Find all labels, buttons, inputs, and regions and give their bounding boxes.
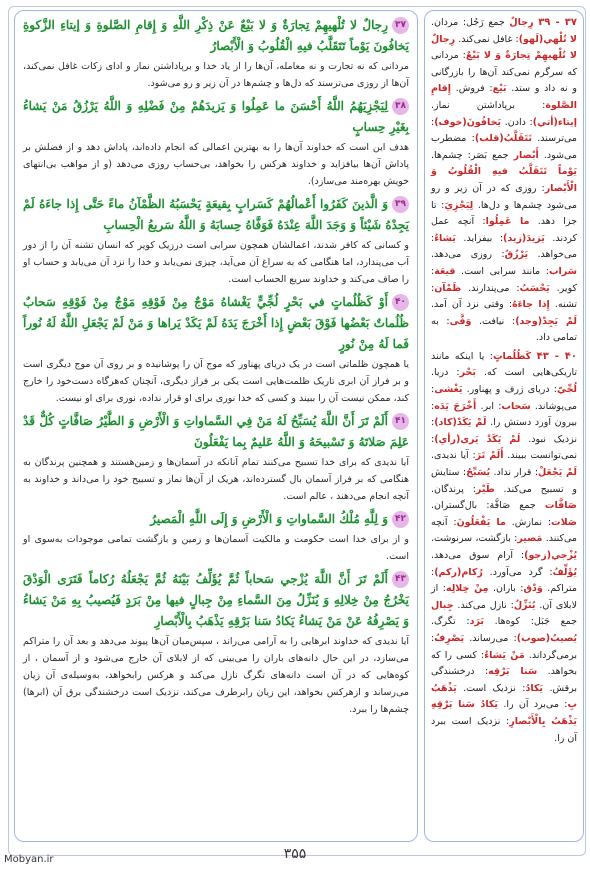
verse-arabic <box>23 509 409 530</box>
verses-column <box>14 10 418 842</box>
glossary-meaning: : وقتی نزد آن آمد. <box>431 299 513 311</box>
verse-block <box>23 292 409 407</box>
glossary-meaning: : متراکم. <box>431 566 577 595</box>
verse-arabic-text: رِجالٌ لا تُلْهيهِمْ تِجارَةٌ وَ لا بَيْعٌ عَنْ ذِكْرِ اللَّهِ وَ إِقامِ الصَّلوةِ وَ إيتاءِ الزَّكوةِ يَخافُونَ يَوْماً تَتَقَلَّبُ فيهِ الْقُلُوبُ وَ الْأَبْصارُ <box>23 18 409 53</box>
glossary-meaning: : نزدیک است ببرد آن را. <box>431 715 577 744</box>
glossary-word: سَحاب <box>501 400 531 412</box>
glossary-word: وَفَّى <box>449 315 472 327</box>
glossary-meaning: : دریا. <box>431 367 460 379</box>
glossary-heading: ۳۷ - ۳۹ <box>538 17 577 28</box>
verse-block <box>23 411 409 505</box>
glossary-meaning: : از لابلای آن. <box>431 583 577 611</box>
verse-arabic <box>23 411 409 453</box>
glossary-word: مَنْ يَشاءُ <box>484 649 525 661</box>
glossary-meaning: : فروش. <box>451 83 493 95</box>
glossary-meaning: جمع جَبَل: کوه‌ها. <box>483 616 577 628</box>
glossary-meaning: : دادن. <box>501 116 533 128</box>
glossary-meaning: جمع بَصَر: چشم‌ها. <box>431 149 514 161</box>
glossary-word: لَمْ يَجِدْ(وجد) <box>515 315 577 327</box>
glossary-word: لَمْ يَكَدْ يَرى(رأي) <box>434 433 521 445</box>
glossary-heading: ۴۰ - ۴۳ <box>536 350 577 362</box>
verse-arabic-text: أَلَمْ تَرَ أَنَّ اللَّهَ يُسَبِّحُ لَهُ مَنْ فِي السَّماواتِ وَ الْأَرْضِ وَ الطَّيْرُ صَافَّاتٍ كُلٌّ قَدْ عَلِمَ صَلاتَهُ وَ تَسْبيحَهُ وَ اللَّهُ عَليمٌ بِما يَفْعَلُونَ <box>23 414 409 449</box>
glossary-word: أَخْرَجَ يَدَه <box>434 400 477 412</box>
glossary-word: يَشاءُ <box>434 232 456 244</box>
glossary-meaning: : آنچه عمل کردند. <box>431 216 577 244</box>
glossary-meaning: جمع رَجُل: مردان. <box>431 17 510 28</box>
verse-arabic-text: وَ الَّذينَ كَفَرُوا أَعْمالُهُمْ كَسَرابٍ بِقيعَةٍ يَحْسَبُهُ الظَّمْآنُ ماءً حَتَّى إِذا جاءَهُ لَمْ يَجِدْهُ شَيْئاً وَ وَجَدَ اللَّهَ عِنْدَهُ فَوَفَّاهُ حِسابَهُ وَ اللَّهُ سَريعُ الْحِسابِ <box>23 197 409 232</box>
glossary-meaning: : به تمامی داد. <box>431 315 577 344</box>
glossary-block-1 <box>431 15 577 347</box>
glossary-word: يُسَبِّحُ <box>466 467 491 479</box>
glossary-word: تَتَقَلَّبُ(قلب) <box>474 133 532 145</box>
glossary-meaning: : آیا ندیدی. <box>431 450 476 462</box>
glossary-word: رِجالٌ <box>509 17 534 28</box>
glossary-word: ظَمْآن <box>434 282 462 294</box>
glossary-word: قيعَة <box>434 265 456 277</box>
verse-number-badge: ۴۲ <box>392 511 409 528</box>
verse-translation: آیا ندیدی که خداوند ابرهایی را به آرامی می‌راند ، سپس‌میان آن‌ها پیوند می‌دهد و بعد آن را متراکم می‌سازد، در این حال دانه‌های باران را می‌بینی که از لابلای آن خارج می‌شود و از آسمان ، از کوه‌هایی که در آن است دانه‌های تگرگ نازل می‌کند و هرکس را‌بخواهد، به‌وسیله‌ی آن زیان می‌رساند و ازهرکس بخواهد، این زیان رابرطرف می‌کند، نزدیک است درخشندگی برق آن (ابرها) چشم‌ها را ببرد. <box>23 636 409 715</box>
glossary-meaning: : تشنه. <box>431 282 577 311</box>
glossary-word: يَكادُ سَنا بَرْقِهِ يَذْهَبُ بِالْأَبْصارِ <box>431 699 577 727</box>
verse-arabic-text: أَوْ كَظُلُماتٍ في بَحْرٍ لُجِّيٍّ يَغْشاهُ مَوْجٌ مِنْ فَوْقِهِ مَوْجٌ مِنْ فَوْقِهِ سَحابٌ ظُلُماتٌ بَعْضُها فَوْقَ بَعْضٍ إِذا أَخْرَجَ يَدَهُ لَمْ يَكَدْ يَراها وَ مَنْ لَمْ يَجْعَلِ اللَّهُ لَهُ نُوراً فَما لَهُ مِنْ نُورٍ <box>23 295 409 351</box>
glossary-word: مِنْ خِلالِه <box>445 583 489 595</box>
glossary-meaning: : بیرون آورد دستش را. <box>431 400 577 429</box>
glossary-meaning: : درخشندگی برقش. <box>431 666 577 694</box>
glossary-word: لا تُلْهي(لَهو) <box>518 33 577 45</box>
glossary-word: كَظُلُماتٍ <box>493 350 532 362</box>
glossary-meaning: : غافل نمی‌کند. <box>455 33 519 45</box>
glossary-meaning: : روزی که در آن زیر و رو می‌شود چشم‌ها و دل‌ها. <box>431 182 577 211</box>
glossary-word: رُكام(ركم) <box>434 566 483 578</box>
glossary-word: ما عَمِلُوا <box>485 216 530 228</box>
glossary-meaning: : می‌برد آن را. <box>498 699 568 711</box>
glossary-meaning: : تا جزا دهد. <box>431 199 577 228</box>
glossary-word: يَزيدَ(زيد) <box>503 232 545 244</box>
verse-translation: و از برای خدا است حکومت و مالکیت آسمان‌ها و زمین و بازگشت تمامی موجودات به‌سوی او است. <box>23 534 409 562</box>
verse-arabic <box>23 569 409 632</box>
glossary-meaning: : قرار نداد. <box>490 467 539 479</box>
glossary-meaning: : پرندگان. <box>431 483 476 495</box>
glossary-word: سَراب <box>548 265 577 277</box>
glossary-word: يَوْماً تَتَقَلَّبُ فيهِ الْقُلُوبُ وَ الْأَبْصار <box>431 166 577 194</box>
glossary-word: يُؤَلِّفُ <box>552 566 577 578</box>
verse-block <box>23 194 409 288</box>
glossary-meaning: : نزدیک نبود. <box>431 417 577 445</box>
glossary-meaning: : ستایش و تسبیح می‌کند. <box>431 467 577 495</box>
glossary-word: يَحْسَبُ <box>519 282 550 294</box>
verse-arabic <box>23 194 409 236</box>
glossary-word: يُنَزِّلُ <box>513 599 536 611</box>
glossary-meaning: : تگرگ. <box>431 616 470 628</box>
glossary-meaning: : می‌پندارند. <box>461 282 520 294</box>
glossary-meaning: : مردانی که سرگرم نمی‌کند آن‌ها را بازرگانی و نه داد و ستد. <box>431 50 577 95</box>
verse-block <box>23 15 409 92</box>
glossary-meaning: : برپاداشتن نماز. <box>431 99 546 111</box>
glossary-meaning: : مانند سرابی است. <box>455 265 549 277</box>
glossary-meaning: : مضطرب می‌شود. <box>431 133 577 161</box>
glossary-meaning: : بازگشت، سرنوشت. <box>431 533 518 545</box>
verse-translation: و کسانی که کافر شدند، اعمالشان همچون سرابی است درزیک کویر که انسان تشنه آن را از دور آب می‌پندارد، اما هنگامی که به سراغ آن می‌آید، چیزی نمی‌یابد و خدا را نزد آن می‌یابد و حساب او را صاف می‌کند و خداوند سریع الحساب است. <box>23 240 409 285</box>
verse-block <box>23 96 409 190</box>
glossary-word: يَذْهَبُ بِ <box>431 682 577 711</box>
page-number: ۳۵۵ <box>283 846 307 862</box>
glossary-word: لَمْ يَكَدْ(كاد) <box>434 417 487 429</box>
verse-translation: آیا ندیدی که برای خدا تسبیح می‌کنند تمام آنانکه در آسمان‌ها و زمین‌هستند و همچنین پرندگان به هنگامی که بر فراز آسمان بال گسترده‌اند، هریک از آن‌ها نماز و تسبیح خود را می‌داند و خداوند به آنچه انجام می‌دهند ، عالم است. <box>23 457 409 502</box>
glossary-meaning: : روزی می‌دهد. <box>431 249 505 261</box>
glossary-word: يَرْزُقُ <box>504 249 529 261</box>
glossary-meaning: : نزدیک است. <box>456 682 526 694</box>
glossary-meaning: : می‌ترسند. <box>431 116 577 145</box>
glossary-word: سَنا بَرْقِه <box>488 666 538 678</box>
glossary-meaning: : می‌رساند. <box>464 632 517 644</box>
glossary-word: لَمْ يَجْعَلْ <box>538 467 577 479</box>
glossary-word: يَكادُ <box>525 682 543 694</box>
glossary-meaning: جمع صَافَّة: بال‌گستران. <box>431 500 545 512</box>
glossary-meaning: : برمی‌گرداند. <box>431 632 577 661</box>
glossary-word: طَيْر <box>475 483 495 495</box>
glossary-meaning: : می‌پوشاند. <box>431 384 577 412</box>
glossary-meaning: : کسی را که بخواهد. <box>431 649 578 678</box>
glossary-meaning: : نازل می‌کند. <box>453 599 514 611</box>
glossary-word: مَصير <box>517 533 543 545</box>
glossary-meaning: : آرام سوق می‌دهد. <box>431 550 525 561</box>
glossary-block-2 <box>431 349 577 747</box>
glossary-word: يَخافُونَ(خوف) <box>434 116 501 128</box>
verse-number-badge: ۳۹ <box>392 196 409 213</box>
glossary-word: إِقامِ الصَّلوة <box>431 83 577 111</box>
glossary-meaning: : می‌خواهد. <box>431 232 577 261</box>
verse-block <box>23 509 409 565</box>
glossary-meaning: : نیافت. <box>471 315 516 327</box>
verse-arabic <box>23 292 409 355</box>
glossary-meaning: : آنچه می‌کنند. <box>431 516 577 545</box>
verse-arabic <box>23 15 409 57</box>
glossary-meaning: : دریای ژرف و پهناور. <box>462 384 557 396</box>
glossary-word: صَافَّات <box>544 500 577 512</box>
glossary-word: لِيَجْزِيَ <box>444 199 474 211</box>
glossary-word: يَصْرِفُ <box>434 632 465 644</box>
glossary-meaning: : گرد می‌آورد. <box>482 566 553 578</box>
glossary-word: جِبال <box>431 599 454 611</box>
glossary-meaning: : یا اینکه مانند تاریکی‌هایی است که. <box>431 350 577 379</box>
glossary-word: يُصيبُ(صوب) <box>516 632 577 644</box>
glossary-word: إيتاء(أتي) <box>532 116 577 128</box>
glossary-meaning: : ابر. <box>476 400 502 412</box>
verse-number-badge: ۴۰ <box>392 294 409 311</box>
verse-arabic-text: أَلَمْ تَرَ أَنَّ اللَّهَ يُزْجي سَحاباً ثُمَّ يُؤَلِّفُ بَيْنَهُ ثُمَّ يَجْعَلُهُ رُكاماً فَتَرَى الْوَدْقَ يَخْرُجُ مِنْ خِلالِهِ وَ يُنَزِّلُ مِنَ السَّماءِ مِنْ جِبالٍ فيها مِنْ بَرَدٍ فَيُصيبُ بِهِ مَنْ يَشاءُ وَ يَصْرِفُهُ عَنْ مَنْ يَشاءُ يَكادُ سَنا بَرْقِهِ يَذْهَبُ بِالْأَبْصارِ <box>23 572 409 628</box>
verse-arabic-text: لِيَجْزِيَهُمُ اللَّهُ أَحْسَنَ ما عَمِلُوا وَ يَزيدَهُمْ مِنْ فَضْلِهِ وَ اللَّهُ يَرْزُقُ مَنْ يَشاءُ بِغَيْرِ حِسابٍ <box>23 99 409 134</box>
glossary-word: بَيْع <box>492 83 507 95</box>
glossary-word: أَلَمْ تَرَ <box>475 450 504 462</box>
glossary-word: بَرَد <box>469 616 484 628</box>
glossary-meaning: : بیفزاید. <box>455 232 504 244</box>
glossary-word: يُزْجي(زجو) <box>524 550 577 561</box>
verse-translation: هدف این است که خداوند آن‌ها را به بهترین اعمالی که انجام داده‌اند، پاداش دهد و از فضلش بر پاداش آن‌ها بیافزاید و خداوند هرکس را بخواهد، بی‌حساب روزی می‌دهد (و از مواهب بی‌انتهای خویش بهره‌مند می‌سازد). <box>23 142 409 187</box>
glossary-word: وَدْق <box>523 583 543 595</box>
glossary-column <box>424 10 584 842</box>
verse-number-badge: ۴۱ <box>392 413 409 430</box>
verse-number-badge: ۳۷ <box>392 17 409 34</box>
verse-block <box>23 569 409 718</box>
glossary-word: رِجالٌ لا تُلْهيهِمْ تِجارَةٌ وَ لا بَيْعٌ <box>431 33 577 62</box>
glossary-word: بَحْر <box>459 367 476 379</box>
glossary-word: صَلات <box>551 516 577 528</box>
verse-translation: یا همچون ظلماتی است در یک دریای پهناور که موج آن را پوشانیده و بر روی آن موج دیگری است و بر فراز آن ابری تاریک ظلمت‌هایی است یکی بر فراز دیگری، آنچنان که‌هرگاه دست‌خود را خارج کند، ممکن نیست آن را ببیند و کسی که خدا نوری برای او قرار نداده، نوری برای او نیست. <box>23 359 409 404</box>
verse-number-badge: ۳۸ <box>392 98 409 115</box>
verse-number-badge: ۴۳ <box>392 571 409 588</box>
glossary-word: لُجِّيّ <box>556 384 577 396</box>
glossary-meaning: : نمی‌توانست ببیند. <box>431 433 578 462</box>
verse-arabic-text: وَ لِلَّهِ مُلْكُ السَّماواتِ وَ الْأَرْضِ وَ إِلَى اللَّهِ الْمَصيرُ <box>150 512 388 526</box>
glossary-word: إِذا جاءَهُ <box>512 299 550 311</box>
glossary-word: ما يَفْعَلُونَ <box>456 516 506 528</box>
glossary-word: يَغْشى <box>434 384 463 396</box>
verse-arabic <box>23 96 409 138</box>
site-watermark: Mobyan.ir <box>4 854 54 865</box>
glossary-meaning: : کویر. <box>431 265 577 294</box>
glossary-word: أَبْصار <box>513 149 539 161</box>
glossary-meaning: : باران. <box>488 583 524 595</box>
verse-translation: مردانی که نه تجارت و نه معامله، آن‌ها را از یاد خدا و برپاداشتن نماز و ادای زکات غافل نمی‌کند، آن‌ها از روزی می‌ترسند که دل‌ها و چشم‌ها در آن زیر و رو می‌شود. <box>23 61 409 89</box>
glossary-meaning: : نمازش. <box>505 516 552 528</box>
